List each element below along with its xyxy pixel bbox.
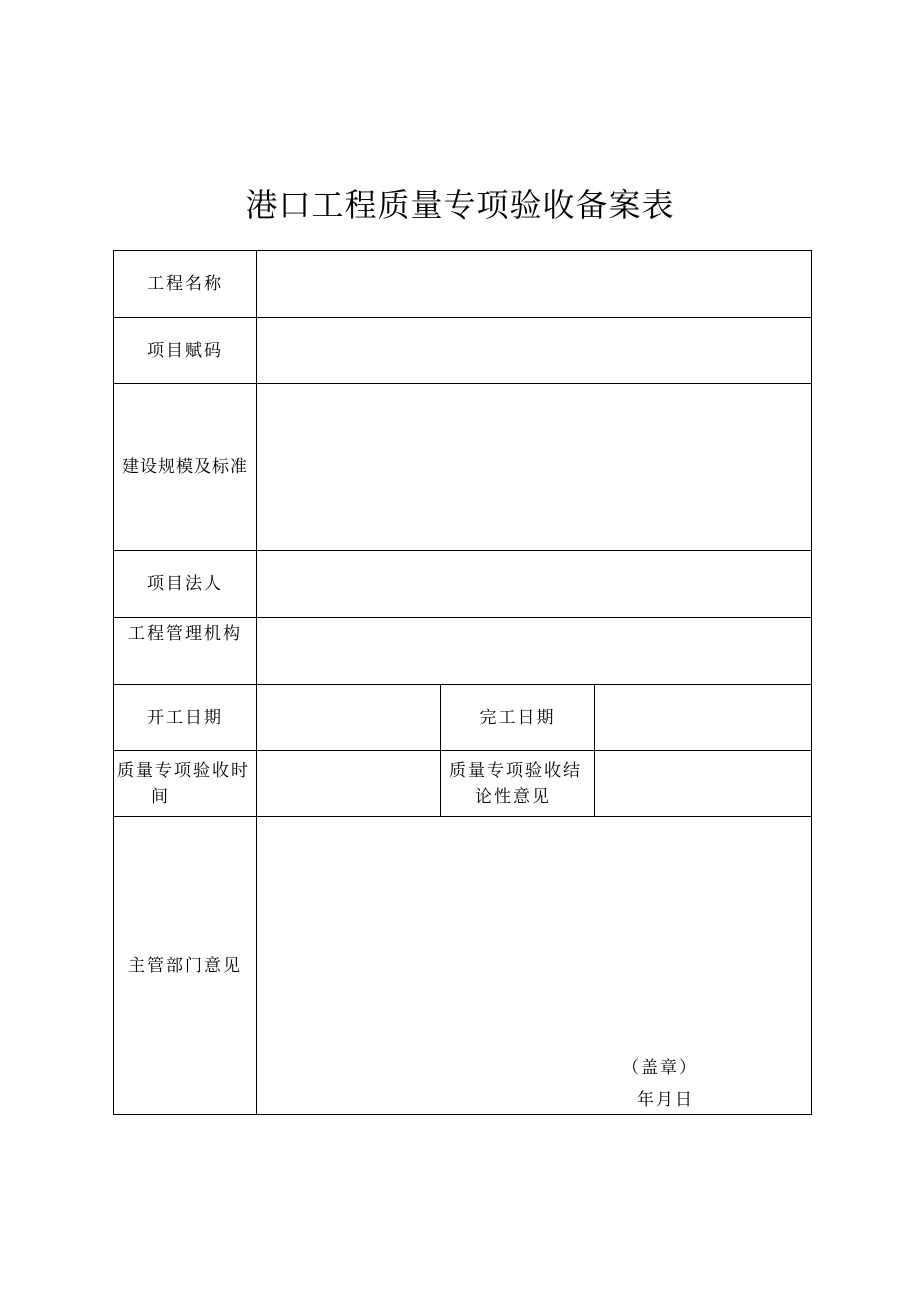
acceptance-conclusion-label-line1: 质量专项验收结 [449, 760, 582, 781]
project-code-label: 项目赋码 [114, 318, 257, 384]
scale-standard-field[interactable] [257, 384, 812, 551]
authority-opinion-label: 主管部门意见 [114, 817, 257, 1115]
legal-person-field[interactable] [257, 551, 812, 618]
row-authority-opinion [114, 817, 812, 1115]
start-date-label: 开工日期 [114, 685, 257, 751]
legal-person-label: 项目法人 [114, 551, 257, 618]
acceptance-time-label-line2: 间 [151, 786, 170, 807]
row-legal-person [114, 551, 812, 618]
authority-opinion-field[interactable] [257, 817, 812, 1115]
acceptance-time-field[interactable] [257, 751, 441, 817]
completion-date-field[interactable] [595, 685, 812, 751]
seal-note: （盖章） [622, 1058, 698, 1078]
completion-date-label: 完工日期 [441, 685, 595, 751]
acceptance-time-label [114, 751, 257, 817]
project-name-label: 工程名称 [114, 251, 257, 318]
row-project-name [114, 251, 812, 318]
start-date-field[interactable] [257, 685, 441, 751]
management-org-field[interactable] [257, 618, 812, 685]
acceptance-conclusion-label [441, 751, 595, 817]
project-code-field[interactable] [257, 318, 812, 384]
acceptance-conclusion-label-line2: 论性意见 [475, 786, 551, 807]
row-scale-standard [114, 384, 812, 551]
date-line: 年月日 [637, 1090, 694, 1110]
project-name-field[interactable] [257, 251, 812, 318]
filing-form-table [113, 250, 812, 1115]
management-org-label: 工程管理机构 [114, 618, 257, 685]
row-dates [114, 685, 812, 751]
row-management-org [114, 618, 812, 685]
row-acceptance [114, 751, 812, 817]
row-project-code [114, 318, 812, 384]
scale-standard-label: 建设规模及标准 [114, 384, 257, 551]
acceptance-conclusion-field[interactable] [595, 751, 812, 817]
page-title: 港口工程质量专项验收备案表 [245, 186, 675, 224]
acceptance-time-label-line1: 质量专项验收时 [117, 760, 250, 781]
